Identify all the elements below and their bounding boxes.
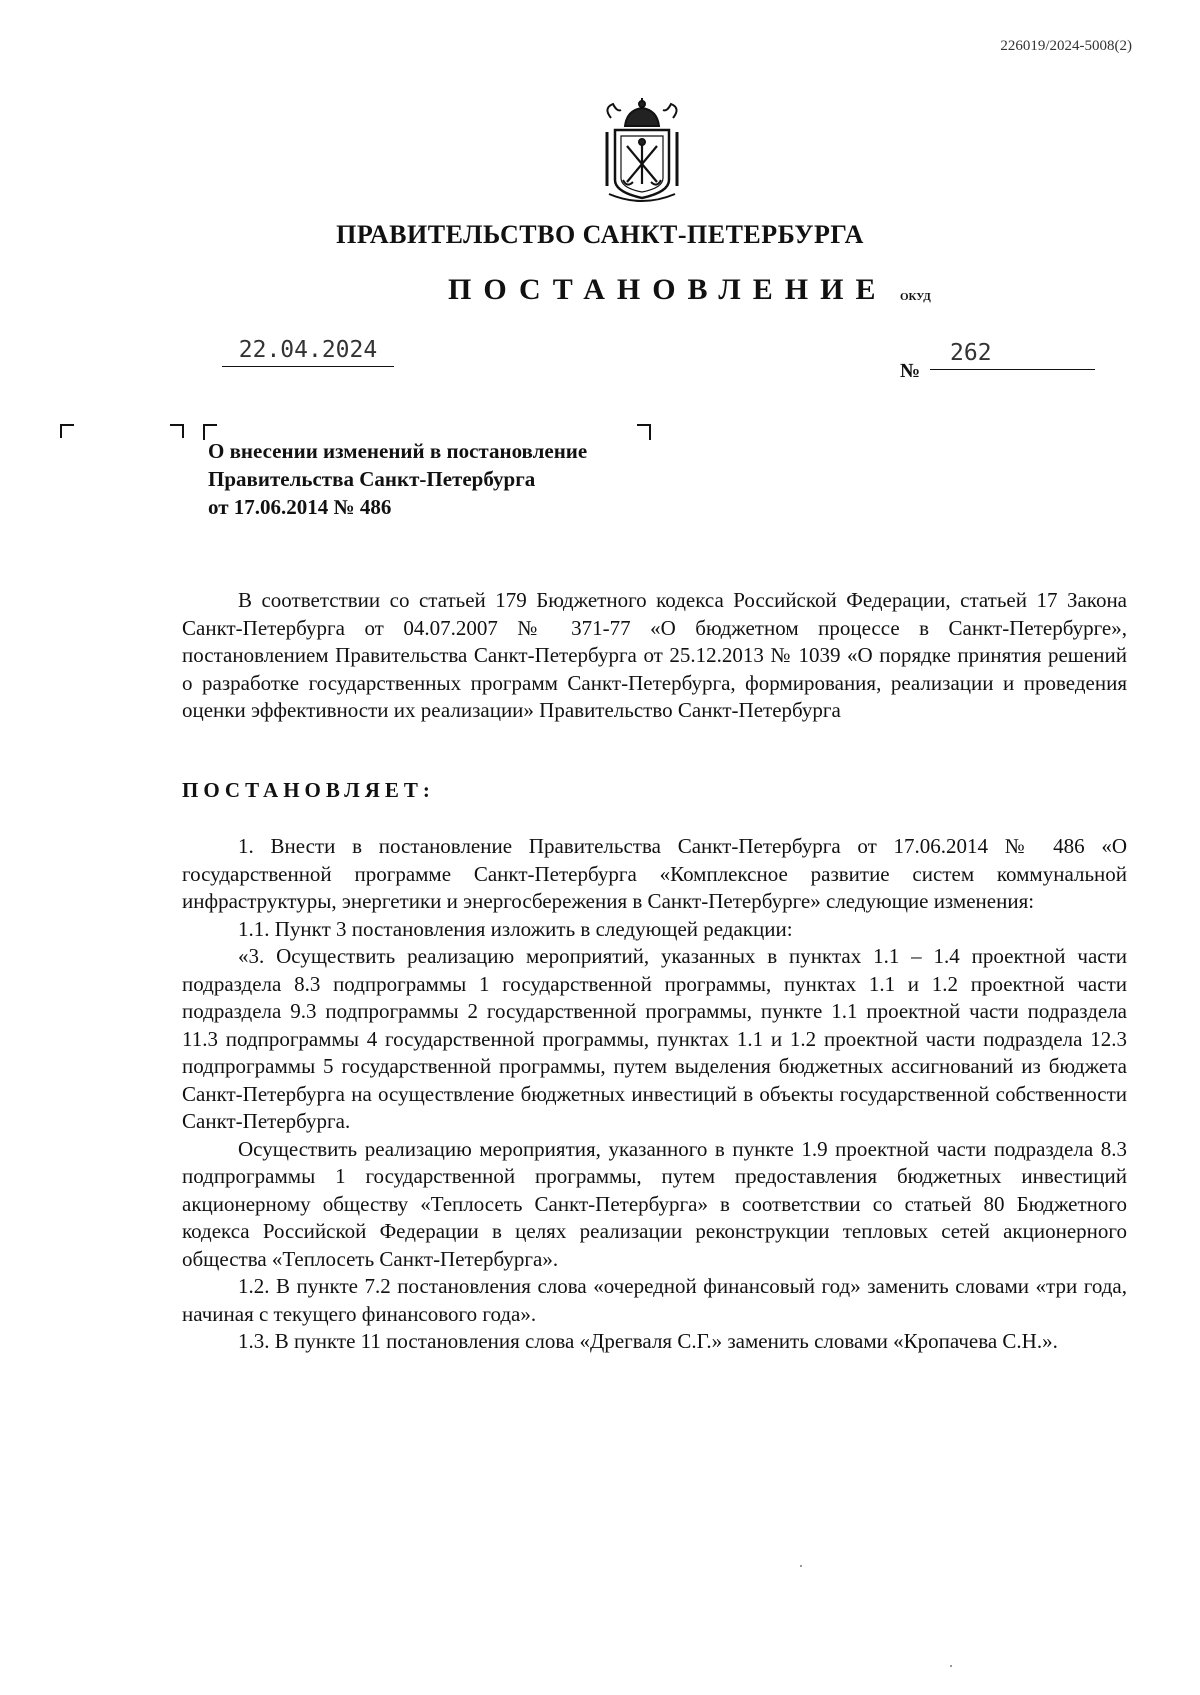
document-type-title: ПОСТАНОВЛЕНИЕ: [448, 273, 888, 306]
document-subject: [208, 437, 668, 521]
okud-label: ОКУД: [900, 291, 931, 303]
subject-line: Правительства Санкт-Петербурга: [208, 467, 536, 491]
body-paragraph: 1.3. В пункте 11 постановления слова «Дрегваля С.Г.» заменить словами «Кропачева С.Н.».: [238, 1329, 1058, 1353]
preamble-block: [182, 587, 1127, 725]
corner-bracket-inner-left: [170, 424, 184, 438]
decree-heading: ПОСТАНОВЛЯЕТ:: [182, 778, 435, 802]
document-reference-code: 226019/2024-5008(2): [1000, 38, 1132, 54]
body-paragraph: 1.1. Пункт 3 постановления изложить в следующей редакции:: [238, 916, 793, 941]
body-paragraph: «3. Осуществить реализацию мероприятий, указанных в пунктах 1.1 – 1.4 проектной части подраздела 8.3 подпрограммы 1 государственной программы, пунктах 1.1 и 1.2 проектной части подраздела 9.3 подпрограммы 2 государственной программы, пункте 1.1 проектной части подраздела 11.3 подпрограммы 4 государственной программы, пунктах 1.1 и 1.2 проектной части подраздела 12.3 подпрограммы 5 государственной программы, путем выделения бюджетных ассигнований из бюджета Санкт-Петербурга на осуществление бюджетных инвестиций в объекты государственной собственности Санкт-Петербурга.: [182, 944, 1127, 1133]
body-paragraph: Осуществить реализацию мероприятия, указанного в пункте 1.9 проектной части подраздела 8.3 подпрограммы 1 государственной программы, путем предоставления бюджетных инвестиций акционерному обществу «Теплосеть Санкт-Петербурга» в соответствии со статьей 80 Бюджетного кодекса Российской Федерации в целях реализации реконструкции тепловых сетей акционерного общества «Теплосеть Санкт-Петербурга».: [182, 1136, 1127, 1271]
corner-bracket-left: [60, 424, 74, 438]
body-paragraph: 1. Внести в постановление Правительства Санкт-Петербурга от 17.06.2014 № 486 «О государственной программе Санкт-Петербурга «Комплексное развитие систем коммунальной инфраструктуры, энергетики и энергосбережения в Санкт-Петербурге» следующие изменения:: [182, 834, 1127, 913]
coat-of-arms-emblem: [597, 96, 687, 206]
scan-speck: [800, 1565, 802, 1567]
decree-body: [182, 833, 1127, 1356]
subject-line: О внесении изменений в постановление: [208, 439, 588, 463]
scan-speck: [950, 1665, 952, 1667]
preamble-paragraph: В соответствии со статьей 179 Бюджетного кодекса Российской Федерации, статьей 17 Закона Санкт-Петербурга от 04.07.2007 № 371-77 «О бюджетном процессе в Санкт-Петербурге», постановлением Правительства Санкт-Петербурга от 25.12.2013 № 1039 «О порядке принятия решений о разработке государственных программ Санкт-Петербурга, формирования, реализации и проведения оценки эффективности их реализации» Правительство Санкт-Петербурга: [182, 588, 1127, 722]
subject-line: от 17.06.2014 № 486: [208, 495, 392, 519]
organization-name: ПРАВИТЕЛЬСТВО САНКТ-ПЕТЕРБУРГА: [336, 220, 864, 249]
document-date: 22.04.2024: [222, 337, 394, 367]
body-paragraph: 1.2. В пункте 7.2 постановления слова «очередной финансовый год» заменить словами «три года, начиная с текущего финансового года».: [182, 1274, 1127, 1326]
document-number: 262: [930, 340, 1095, 370]
number-label: №: [900, 360, 921, 382]
